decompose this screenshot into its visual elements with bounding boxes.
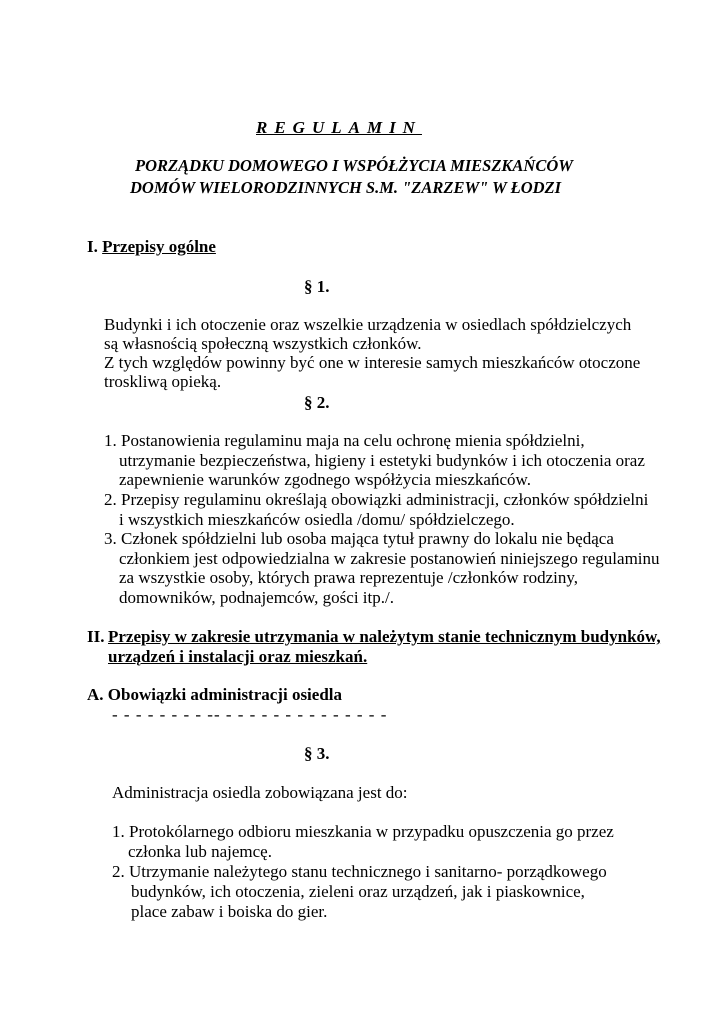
paragraph-mark-3: § 3. [304,744,330,763]
section-2-number: II. [87,627,105,646]
para1-line-3: Z tych względów powinny być one w interesie samych mieszkańców otoczone [104,353,641,372]
para3-line-1: 1. Protokólarnego odbioru mieszkania w przypadku opuszczenia go przez [112,822,614,841]
para2-line-6: 3. Członek spółdzielni lub osoba mająca tytuł prawny do lokalu nie będąca [104,529,614,548]
para2-line-5: i wszystkich mieszkańców osiedla /domu/ spółdzielczego. [119,510,515,529]
para1-line-1: Budynki i ich otoczenie oraz wszelkie urządzenia w osiedlach spółdzielczych [104,315,632,334]
section-2-title-line-2: urządzeń i instalacji oraz mieszkań. [108,647,368,666]
para2-line-7: członkiem jest odpowiedzialna w zakresie postanowień niniejszego regulaminu [119,549,660,568]
para3-line-4: budynków, ich otoczenia, zieleni oraz urządzeń, jak i piaskownice, [131,882,585,901]
section-1-title: Przepisy ogólne [102,237,216,256]
subtitle-line-2: DOMÓW WIELORODZINNYCH S.M. "ZARZEW" W ŁODZI [130,178,562,197]
para2-line-8: za wszystkie osoby, których prawa reprezentuje /członków rodziny, [119,568,578,587]
section-1-heading [87,237,216,257]
para2-line-4: 2. Przepisy regulaminu określają obowiązki administracji, członków spółdzielni [104,490,649,509]
para2-line-3: zapewnienie warunków zgodnego współżycia mieszkańców. [119,470,531,489]
section-a-dash-rule: - - - - - - - - -- - - - - - - - - - - - - - - [112,705,388,724]
para2-line-2: utrzymanie bezpieczeństwa, higieny i estetyki budynków i ich otoczenia oraz [119,451,645,470]
subtitle-line-1: PORZĄDKU DOMOWEGO I WSPÓŁŻYCIA MIESZKAŃCÓW [135,156,573,175]
section-1-number: I. [87,237,98,256]
para2-line-9: domowników, podnajemców, gości itp./. [119,588,394,607]
section-2-title-line-1: Przepisy w zakresie utrzymania w należytym stanie technicznym budynków, [108,627,661,646]
para3-intro: Administracja osiedla zobowiązana jest do: [112,783,408,802]
para3-line-3: 2. Utrzymanie należytego stanu technicznego i sanitarno- porządkowego [112,862,607,881]
section-a-heading: A. Obowiązki administracji osiedla [87,685,343,704]
para3-line-2: członka lub najemcę. [128,842,272,861]
para1-line-4: troskliwą opieką. [104,372,222,391]
document-title: REGULAMIN [256,118,422,137]
paragraph-mark-1: § 1. [304,277,330,296]
paragraph-mark-2: § 2. [304,393,330,412]
para1-line-2: są własnością społeczną wszystkich członków. [104,334,422,353]
para2-line-1: 1. Postanowienia regulaminu maja na celu ochronę mienia spółdzielni, [104,431,585,450]
para3-line-5: place zabaw i boiska do gier. [131,902,328,921]
